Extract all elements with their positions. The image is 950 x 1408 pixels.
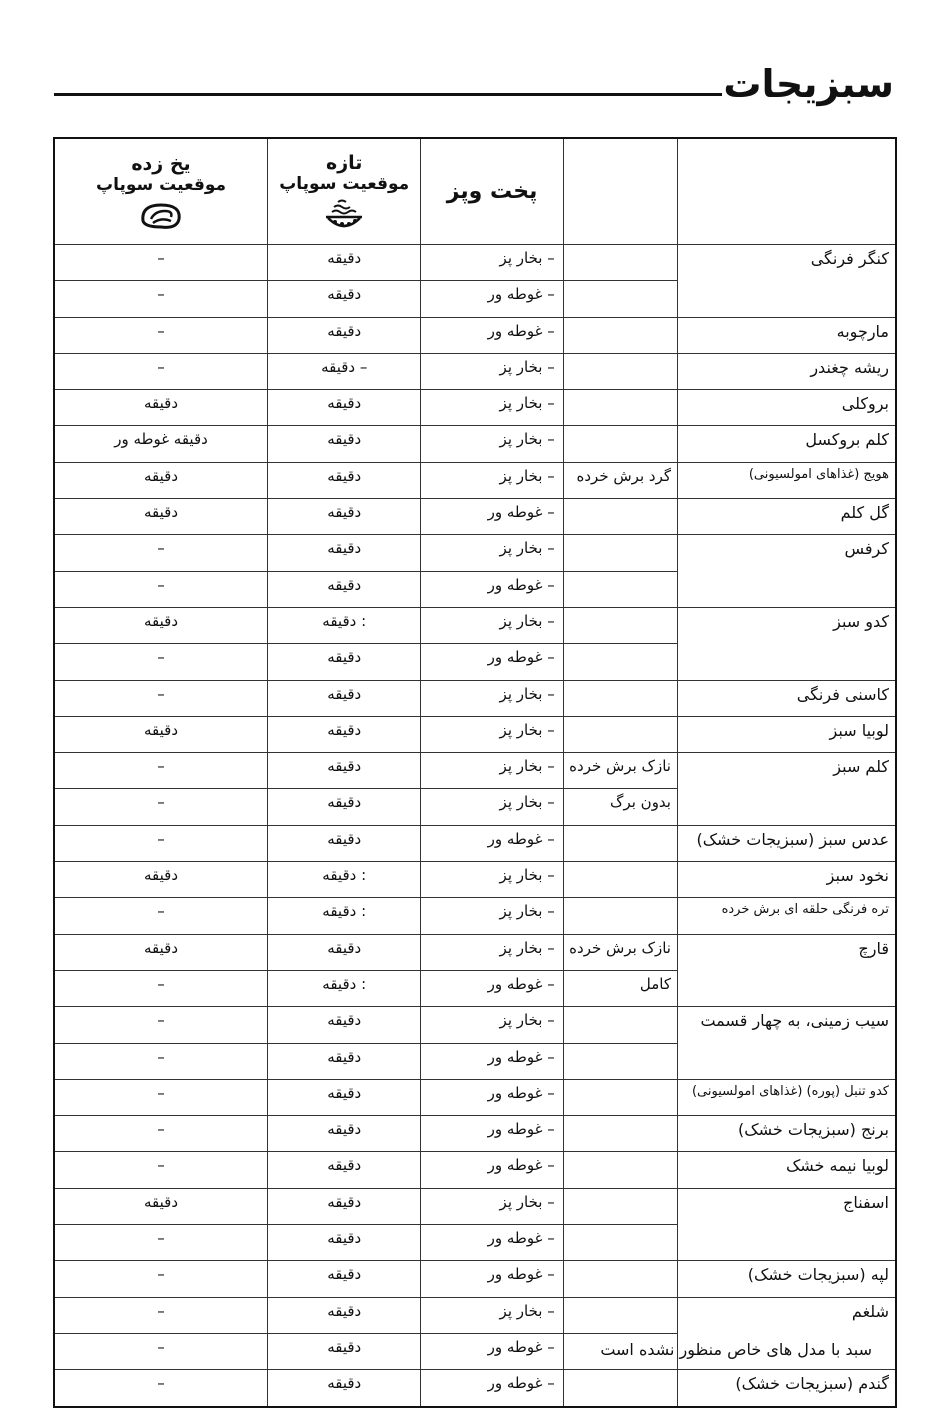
prep-cell [563, 1152, 677, 1188]
prep-cell [563, 1188, 677, 1224]
vegetable-name: گل کلم [677, 499, 896, 535]
table-row [54, 607, 896, 643]
prep-cell [563, 1043, 677, 1079]
prep-cell: نازک برش خرده [563, 934, 677, 970]
fresh-time: دقیقه [268, 1007, 421, 1043]
header-frozen [54, 138, 268, 245]
prep-cell [563, 1079, 677, 1115]
cooking-method: – غوطه ور [421, 1079, 563, 1115]
title-divider [54, 93, 722, 96]
fresh-time: دقیقه [268, 825, 421, 861]
cooking-method: – غوطه ور [421, 1261, 563, 1297]
frozen-time: – [54, 1116, 268, 1152]
cooking-method: – بخار پز [421, 462, 563, 498]
frozen-time: – [54, 753, 268, 789]
fresh-time: : دقیقه [268, 970, 421, 1006]
prep-cell [563, 390, 677, 426]
prep-cell [563, 281, 677, 317]
prep-cell [563, 1225, 677, 1261]
header-name-cell [677, 138, 896, 245]
cooking-method: – غوطه ور [421, 1333, 563, 1369]
frozen-time: دقیقه غوطه ور [54, 426, 268, 462]
frozen-time: – [54, 1007, 268, 1043]
cooking-method: – بخار پز [421, 607, 563, 643]
fresh-time: – دقیقه [268, 353, 421, 389]
frozen-time: – [54, 245, 268, 281]
frozen-time: دقیقه [54, 862, 268, 898]
frozen-time: – [54, 1225, 268, 1261]
prep-cell: نازک برش خرده [563, 753, 677, 789]
vegetable-name: عدس سبز (سبزیجات خشک) [677, 825, 896, 861]
frozen-time: دقیقه [54, 716, 268, 752]
table-row [54, 1261, 896, 1297]
table-row [54, 390, 896, 426]
table-row [54, 462, 896, 498]
fresh-time: : دقیقه [268, 862, 421, 898]
vegetable-name: کلم سبز [677, 753, 896, 826]
frozen-time: – [54, 825, 268, 861]
frozen-time: – [54, 1043, 268, 1079]
table-row [54, 862, 896, 898]
table-row [54, 1370, 896, 1407]
cooking-method: – بخار پز [421, 680, 563, 716]
fresh-time: دقیقه [268, 535, 421, 571]
cooking-method: – غوطه ور [421, 1043, 563, 1079]
frozen-time: – [54, 1297, 268, 1333]
vegetable-name: لوبیا سبز [677, 716, 896, 752]
header-prep-cell [563, 138, 677, 245]
table-row [54, 426, 896, 462]
cooking-method: – بخار پز [421, 535, 563, 571]
prep-cell [563, 644, 677, 680]
fresh-time: دقیقه [268, 789, 421, 825]
frozen-time: – [54, 317, 268, 353]
cooking-method: – غوطه ور [421, 825, 563, 861]
vegetable-name: تره فرنگی حلقه ای برش خرده [677, 898, 896, 934]
cooking-method: – بخار پز [421, 1007, 563, 1043]
prep-cell [563, 317, 677, 353]
cooking-method: – بخار پز [421, 789, 563, 825]
frozen-time: – [54, 1152, 268, 1188]
table-row [54, 716, 896, 752]
fresh-time: دقیقه [268, 1188, 421, 1224]
fresh-time: دقیقه [268, 1079, 421, 1115]
header-cooking: پخت وپز [421, 138, 563, 245]
fresh-time: دقیقه [268, 934, 421, 970]
page-title: سبزیجات [723, 62, 894, 106]
fresh-time: دقیقه [268, 644, 421, 680]
table-row [54, 753, 896, 789]
cooking-method: – غوطه ور [421, 1225, 563, 1261]
table-row [54, 898, 896, 934]
prep-cell [563, 898, 677, 934]
vegetable-name: گندم (سبزیجات خشک) [677, 1370, 896, 1407]
prep-cell [563, 499, 677, 535]
table-header-row [54, 138, 896, 245]
cooking-method: – بخار پز [421, 934, 563, 970]
table-row [54, 317, 896, 353]
fresh-time: دقیقه [268, 426, 421, 462]
vegetable-name: کلم بروکسل [677, 426, 896, 462]
cooking-method: – غوطه ور [421, 1116, 563, 1152]
vegetable-name: لوبیا نیمه خشک [677, 1152, 896, 1188]
fresh-time: دقیقه [268, 245, 421, 281]
prep-cell [563, 535, 677, 571]
cooking-method: – بخار پز [421, 862, 563, 898]
vegetable-name: هویج (غذاهای امولسیونی) [677, 462, 896, 498]
vegetable-name: مارچوبه [677, 317, 896, 353]
prep-cell [563, 1261, 677, 1297]
fresh-time: دقیقه [268, 317, 421, 353]
prep-cell [563, 1297, 677, 1333]
frozen-food-icon [137, 199, 185, 231]
cooking-method: – بخار پز [421, 426, 563, 462]
frozen-time: – [54, 1333, 268, 1369]
frozen-time: – [54, 353, 268, 389]
frozen-time: دقیقه [54, 1188, 268, 1224]
prep-cell [563, 571, 677, 607]
frozen-time: – [54, 1370, 268, 1407]
fresh-time: دقیقه [268, 1297, 421, 1333]
prep-cell [563, 1007, 677, 1043]
fresh-time: دقیقه [268, 716, 421, 752]
fresh-time: دقیقه [268, 1116, 421, 1152]
cooking-method: – غوطه ور [421, 317, 563, 353]
prep-cell [563, 716, 677, 752]
prep-cell [563, 245, 677, 281]
fresh-time: دقیقه [268, 1152, 421, 1188]
cooking-method: – غوطه ور [421, 1152, 563, 1188]
frozen-time: – [54, 644, 268, 680]
fresh-time: دقیقه [268, 390, 421, 426]
table-row [54, 245, 896, 281]
steamer-icon [320, 198, 368, 232]
table-row [54, 1079, 896, 1115]
cooking-method: – غوطه ور [421, 499, 563, 535]
table-row [54, 1116, 896, 1152]
cooking-method: – بخار پز [421, 245, 563, 281]
frozen-time: – [54, 898, 268, 934]
table-row [54, 1297, 896, 1333]
table-row [54, 1152, 896, 1188]
header-fresh-title: تازه [325, 151, 363, 174]
fresh-time: دقیقه [268, 753, 421, 789]
header-frozen-title: یخ زده [131, 152, 191, 175]
table-row [54, 934, 896, 970]
prep-cell [563, 825, 677, 861]
fresh-time: دقیقه [268, 680, 421, 716]
cooking-method: – بخار پز [421, 898, 563, 934]
frozen-time: دقیقه [54, 499, 268, 535]
frozen-time: – [54, 281, 268, 317]
cooking-method: – بخار پز [421, 1297, 563, 1333]
cooking-method: – غوطه ور [421, 571, 563, 607]
prep-cell: کامل [563, 970, 677, 1006]
frozen-time: دقیقه [54, 390, 268, 426]
vegetables-table [53, 137, 897, 1408]
vegetable-name: کاسنی فرنگی [677, 680, 896, 716]
vegetable-name: نخود سبز [677, 862, 896, 898]
vegetable-name: قارچ [677, 934, 896, 1007]
cooking-method: – بخار پز [421, 753, 563, 789]
cooking-method: – بخار پز [421, 1188, 563, 1224]
table-row [54, 499, 896, 535]
vegetable-name: بروکلی [677, 390, 896, 426]
frozen-time: – [54, 680, 268, 716]
vegetable-name: برنج (سبزیجات خشک) [677, 1116, 896, 1152]
frozen-time: – [54, 970, 268, 1006]
frozen-time: دقیقه [54, 607, 268, 643]
fresh-time: دقیقه [268, 499, 421, 535]
frozen-time: دقیقه [54, 934, 268, 970]
prep-cell [563, 353, 677, 389]
vegetable-name: سیب زمینی، به چهار قسمت [677, 1007, 896, 1080]
fresh-time: دقیقه [268, 462, 421, 498]
fresh-time: دقیقه [268, 1225, 421, 1261]
table-row [54, 353, 896, 389]
fresh-time: دقیقه [268, 1370, 421, 1407]
fresh-time: : دقیقه [268, 607, 421, 643]
frozen-time: – [54, 1261, 268, 1297]
vegetable-name: شلغم [677, 1297, 896, 1370]
header-fresh [268, 138, 421, 245]
frozen-time: دقیقه [54, 462, 268, 498]
vegetable-name: کرفس [677, 535, 896, 608]
prep-cell [563, 426, 677, 462]
frozen-time: – [54, 571, 268, 607]
frozen-time: – [54, 789, 268, 825]
prep-cell [563, 1370, 677, 1407]
vegetable-name: اسفناج [677, 1188, 896, 1261]
prep-cell: بدون برگ [563, 789, 677, 825]
fresh-time: دقیقه [268, 1261, 421, 1297]
table-row [54, 680, 896, 716]
table-body [54, 245, 896, 1407]
fresh-time: دقیقه [268, 281, 421, 317]
cooking-method: – بخار پز [421, 353, 563, 389]
frozen-time: – [54, 1079, 268, 1115]
header-frozen-sub: موقعیت سوپاپ [96, 174, 227, 195]
table-row [54, 825, 896, 861]
prep-cell: گرد برش خرده [563, 462, 677, 498]
fresh-time: : دقیقه [268, 898, 421, 934]
cooking-method: – غوطه ور [421, 644, 563, 680]
cooking-method: – غوطه ور [421, 281, 563, 317]
prep-cell [563, 1116, 677, 1152]
vegetable-name: کدو سبز [677, 607, 896, 680]
table-row [54, 535, 896, 571]
frozen-time: – [54, 535, 268, 571]
cooking-method: – غوطه ور [421, 1370, 563, 1407]
prep-cell [563, 862, 677, 898]
cooking-method: – غوطه ور [421, 970, 563, 1006]
cooking-method: – بخار پز [421, 716, 563, 752]
cooking-method: – بخار پز [421, 390, 563, 426]
vegetable-name: کدو تنبل (پوره) (غذاهای امولسیونی) [677, 1079, 896, 1115]
fresh-time: دقیقه [268, 571, 421, 607]
vegetable-name: ریشه چغندر [677, 353, 896, 389]
vegetable-name: لپه (سبزیجات خشک) [677, 1261, 896, 1297]
prep-cell [563, 607, 677, 643]
vegetable-name: کنگر فرنگی [677, 245, 896, 318]
footnote: سبد با مدل های خاص منظور نشده است [600, 1340, 872, 1359]
header-fresh-sub: موقعیت سوپاپ [279, 173, 410, 194]
fresh-time: دقیقه [268, 1043, 421, 1079]
fresh-time: دقیقه [268, 1333, 421, 1369]
prep-cell [563, 680, 677, 716]
table-row [54, 1007, 896, 1043]
table-row [54, 1188, 896, 1224]
